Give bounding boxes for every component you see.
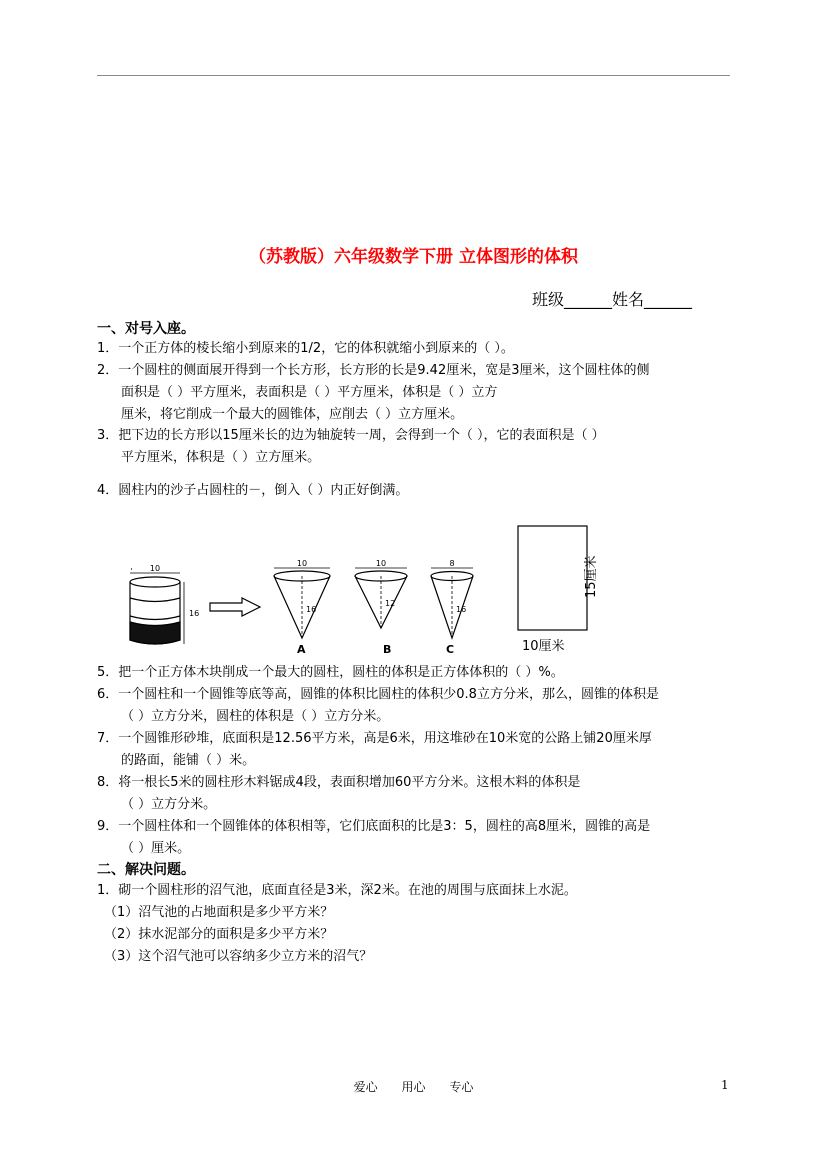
header-rule xyxy=(97,75,730,76)
question-8-line-2: （ ）立方分米。 xyxy=(121,797,217,812)
footer-text-3: 专心 xyxy=(449,1080,474,1094)
cone-b-height-label: 12 xyxy=(385,599,396,608)
question-9-line-2: （ ）厘米。 xyxy=(121,841,191,856)
problem-1-part-2: （2）抹水泥部分的面积是多少平方米？ xyxy=(104,927,334,942)
question-1: 1．一个正方体的棱长缩小到原来的1/2，它的体积就缩小到原来的（ ）。 xyxy=(97,341,514,356)
rectangle-height-label: 15厘米 xyxy=(584,555,599,598)
cylinder-height-label: 16 xyxy=(189,609,200,618)
cone-a-label: A xyxy=(297,643,306,656)
page-number: 1 xyxy=(721,1078,729,1092)
arrow-icon xyxy=(210,598,260,616)
cylinder-diameter-label: 10 xyxy=(149,564,161,573)
problem-1-part-3: （3）这个沼气池可以容纳多少立方米的沼气？ xyxy=(104,949,373,964)
question-6-line-1: 6．一个圆柱和一个圆锥等底等高，圆锥的体积比圆柱的体积少0.8立方分米，那么，圆锥的体积是 xyxy=(97,687,659,702)
cone-c-label: C xyxy=(446,643,455,656)
question-6-line-2: （ ）立方分米，圆柱的体积是（ ）立方分米。 xyxy=(121,709,390,724)
question-8-line-1: 8．将一根长5米的圆柱形木料锯成4段，表面积增加60平方分米。这根木料的体积是 xyxy=(97,775,581,790)
question-2-line-3: 厘米，将它削成一个最大的圆锥体，应削去（ ）立方厘米。 xyxy=(121,407,464,422)
question-4: 4．圆柱内的沙子占圆柱的－，倒入（ ）内正好倒满。 xyxy=(97,483,409,498)
section-1-heading: 一、对号入座。 xyxy=(97,321,195,337)
footer xyxy=(0,1078,827,1095)
cone-a-height-label: 16 xyxy=(306,605,317,614)
problem-1-part-1: （1）沼气池的占地面积是多少平方米？ xyxy=(104,905,334,920)
cone-b-label: B xyxy=(383,643,392,656)
cone-b xyxy=(355,568,407,628)
question-2-line-2: 面积是（ ）平方厘米，表面积是（ ）平方厘米，体积是（ ）立方 xyxy=(121,385,498,400)
geometry-figure xyxy=(122,524,622,659)
rectangle xyxy=(518,526,587,630)
cone-b-diameter-label: 10 xyxy=(375,559,387,568)
cone-c-height-label: 16 xyxy=(456,605,467,614)
section-2-heading: 二、解决问题。 xyxy=(97,862,195,878)
question-3-line-1: 3．把下边的长方形以15厘米长的边为轴旋转一周，会得到一个（ ），它的表面积是（ ） xyxy=(97,428,605,443)
question-3-line-2: 平方厘米，体积是（ ）立方厘米。 xyxy=(121,450,321,465)
footer-text-2: 用心 xyxy=(401,1080,426,1094)
rectangle-width-label: 10厘米 xyxy=(522,639,565,654)
footer-text-1: 爱心 xyxy=(353,1080,378,1094)
question-7-line-1: 7．一个圆锥形砂堆，底面积是12.56平方米，高是6米，用这堆砂在10米宽的公路上铺20厘米厚 xyxy=(97,731,652,746)
question-7-line-2: 的路面，能铺（ ）米。 xyxy=(121,753,256,768)
cone-c xyxy=(431,568,473,638)
cylinder-with-sand xyxy=(130,569,184,644)
cone-a-diameter-label: 10 xyxy=(296,559,308,568)
question-9-line-1: 9．一个圆柱体和一个圆锥体的体积相等，它们底面积的比是3：5，圆柱的高8厘米，圆锥的高是 xyxy=(97,819,651,834)
cone-a xyxy=(274,568,330,638)
question-2-line-1: 2．一个圆柱的侧面展开得到一个长方形，长方形的长是9.42厘米，宽是3厘米，这个圆柱体的侧 xyxy=(97,363,650,378)
cone-c-diameter-label: 8 xyxy=(449,559,455,568)
page-title: （苏教版）六年级数学下册 立体图形的体积 xyxy=(249,247,578,267)
problem-1: 1．砌一个圆柱形的沼气池，底面直径是3米，深2米。在池的周围与底面抹上水泥。 xyxy=(97,883,577,898)
class-name-line: 班级______姓名______ xyxy=(532,290,693,309)
question-5: 5．把一个正方体木块削成一个最大的圆柱，圆柱的体积是正方体体积的（ ）%。 xyxy=(97,665,564,680)
